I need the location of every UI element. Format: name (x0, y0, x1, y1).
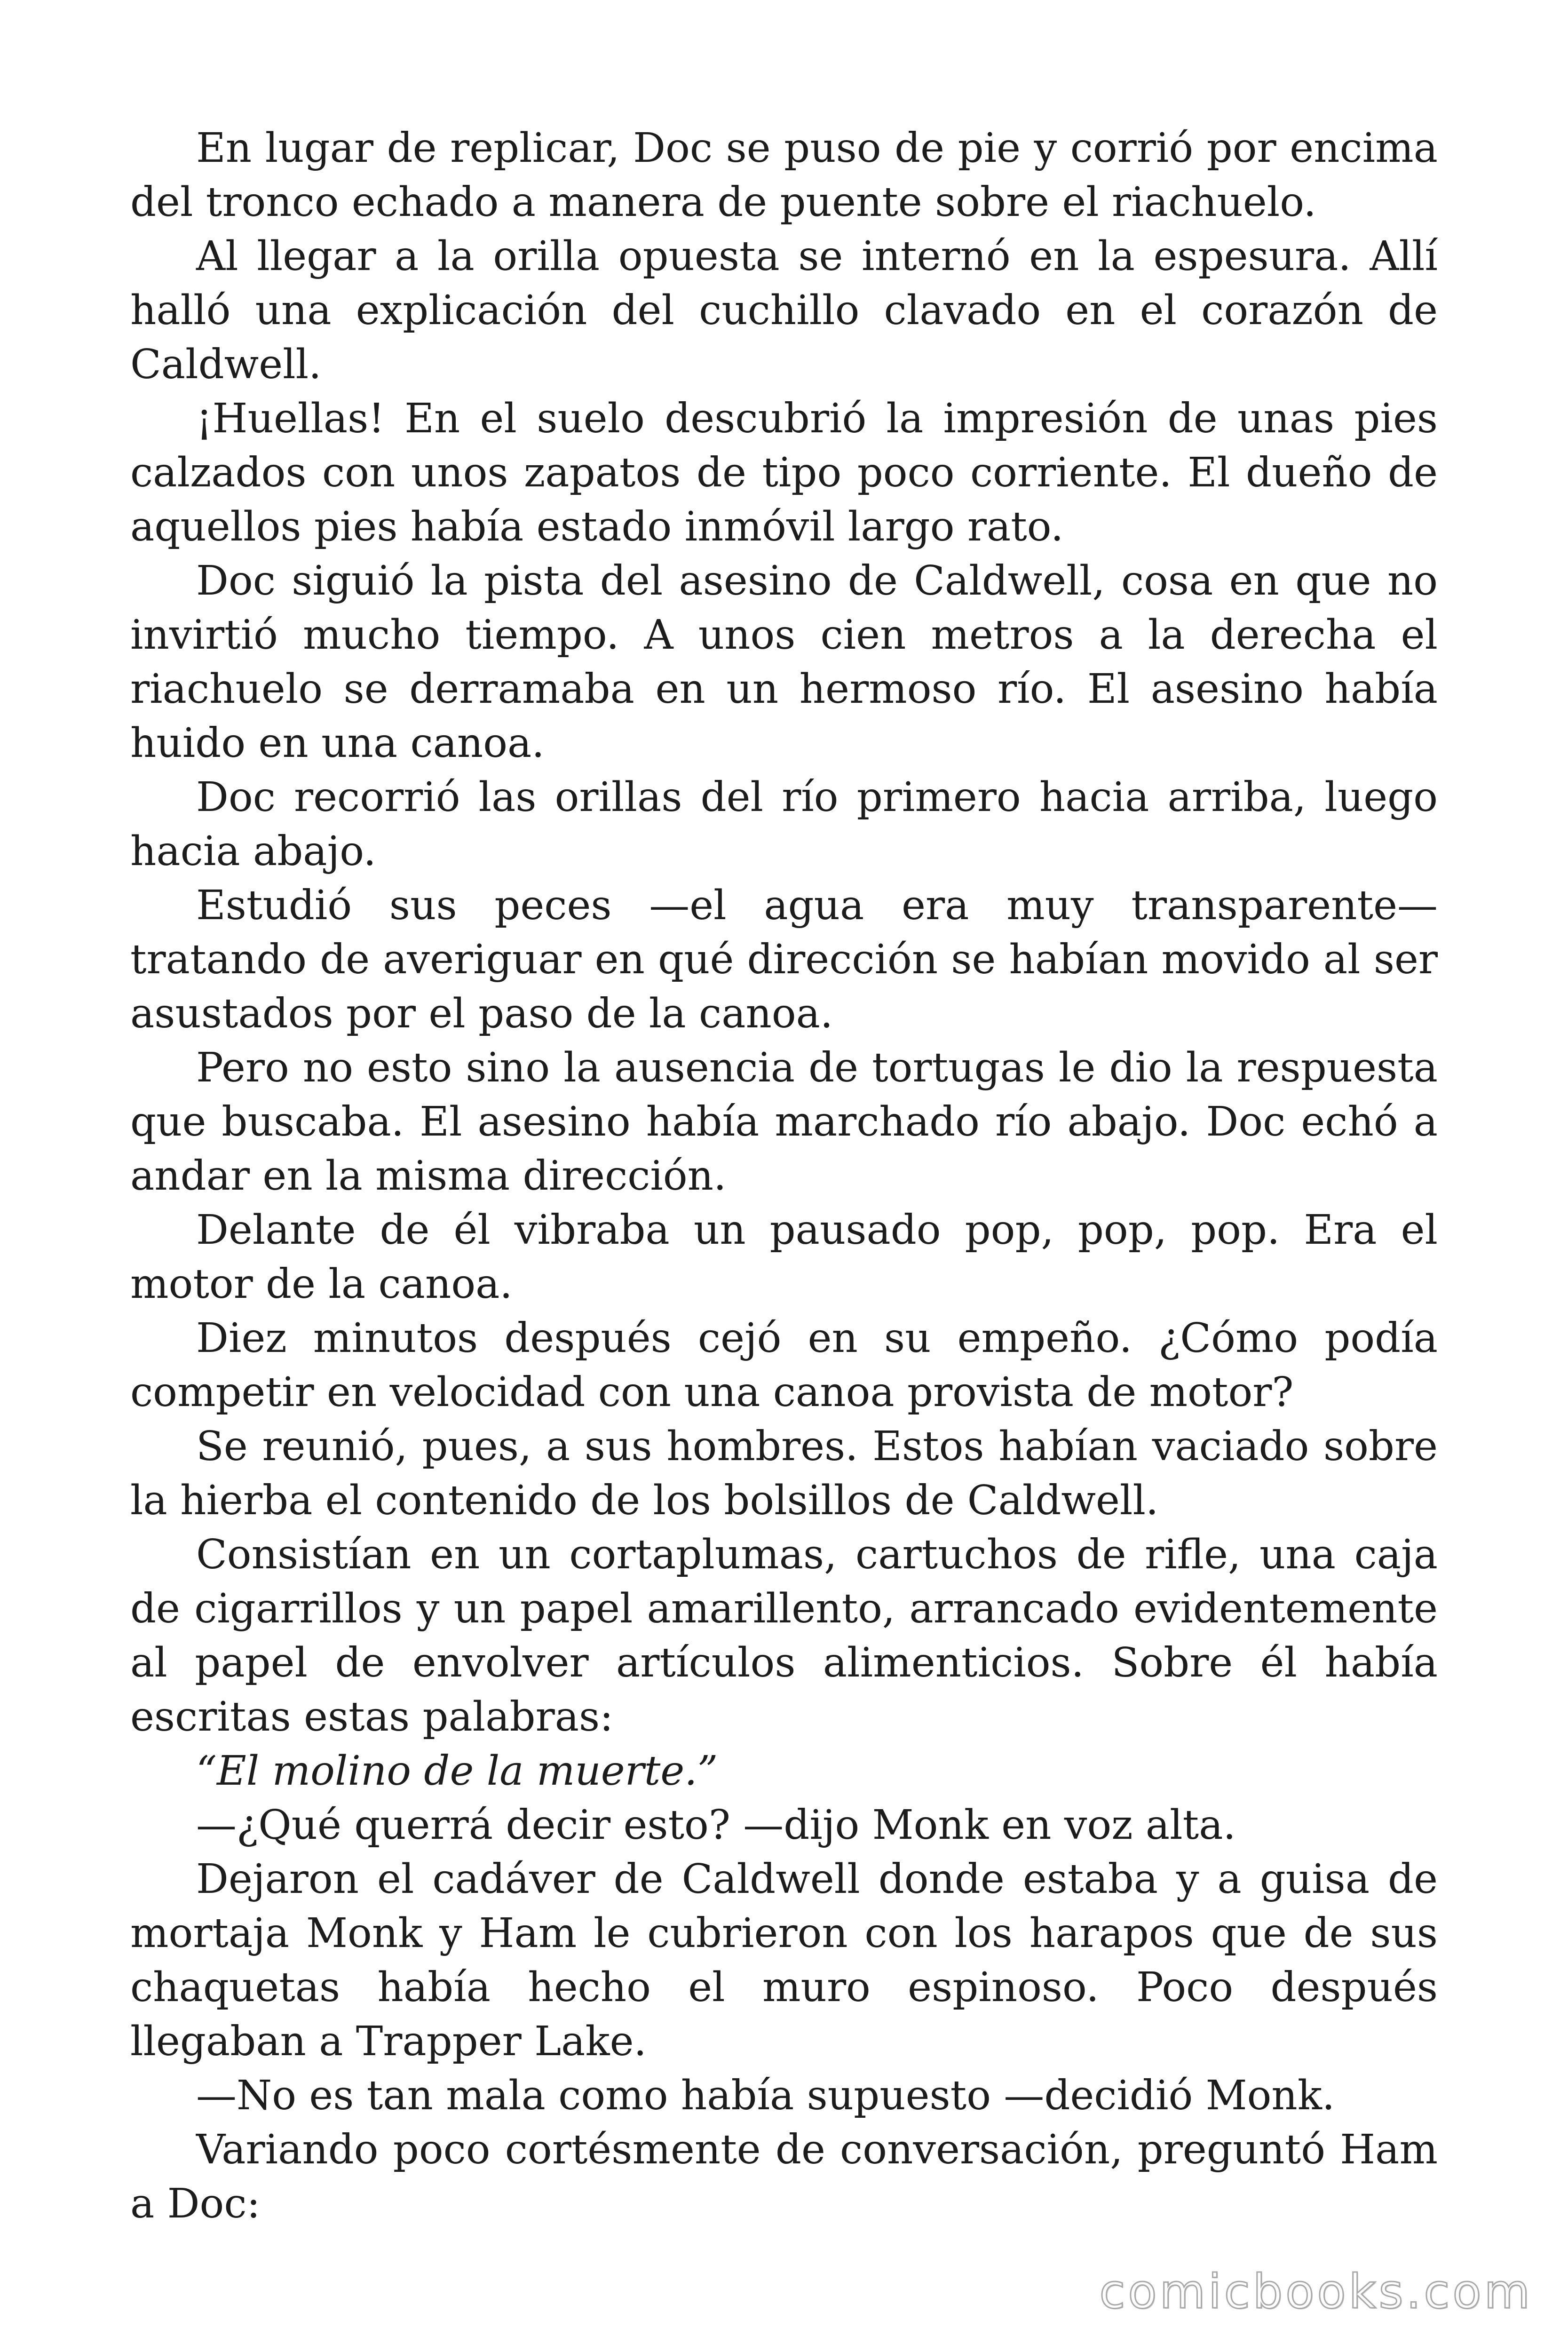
paragraph: Variando poco cortésmente de conversación, preguntó Ham a Doc: (130, 2126, 1438, 2227)
page-body (130, 121, 1438, 2231)
paragraph: En lugar de replicar, Doc se puso de pie y corrió por encima del tronco echado a manera de puente sobre el riachuelo. (130, 125, 1438, 226)
paragraph: —¿Qué querrá decir esto? —dijo Monk en voz alta. (196, 1802, 1236, 1849)
paragraph: Pero no esto sino la ausencia de tortugas le dio la respuesta que buscaba. El asesino había marchado río abajo. Doc echó a andar en la misma dirección. (130, 1044, 1438, 1200)
paragraph: Diez minutos después cejó en su empeño. ¿Cómo podía competir en velocidad con una canoa provista de motor? (130, 1315, 1438, 1416)
paragraph: Al llegar a la orilla opuesta se internó en la espesura. Allí halló una explicación del cuchillo clavado en el corazón de Caldwell. (130, 233, 1438, 388)
paragraph: Doc siguió la pista del asesino de Caldwell, cosa en que no invirtió mucho tiempo. A unos cien metros a la derecha el riachuelo se derramaba en un hermoso río. El asesino había huido en una canoa. (130, 557, 1438, 767)
paragraph: Estudió sus peces —el agua era muy transparente— tratando de averiguar en qué dirección se habían movido al ser asustados por el paso de la canoa. (130, 882, 1438, 1037)
paragraph: ¡Huellas! En el suelo descubrió la impresión de unas pies calzados con unos zapatos de tipo poco corriente. El dueño de aquellos pies había estado inmóvil largo rato. (130, 395, 1438, 550)
paragraph: Consistían en un cortaplumas, cartuchos de rifle, una caja de cigarrillos y un papel amarillento, arrancado evidentemente al papel de envolver artículos alimenticios. Sobre él había escritas estas palabras: (130, 1531, 1438, 1740)
paragraph: Doc recorrió las orillas del río primero hacia arriba, luego hacia abajo. (130, 774, 1438, 875)
paragraph: Se reunió, pues, a sus hombres. Estos habían vaciado sobre la hierba el contenido de los bolsillos de Caldwell. (130, 1423, 1438, 1524)
paragraph: Dejaron el cadáver de Caldwell donde estaba y a guisa de mortaja Monk y Ham le cubrieron con los harapos que de sus chaquetas había hecho el muro espinoso. Poco después llegaban a Trapper Lake. (130, 1856, 1438, 2065)
quoted-note: “El molino de la muerte.” (196, 1748, 718, 1795)
paragraph: Delante de él vibraba un pausado pop, pop, pop. Era el motor de la canoa. (130, 1207, 1438, 1308)
watermark: comicbooks.com (1099, 2264, 1533, 2319)
paragraph: —No es tan mala como había supuesto —decidió Monk. (196, 2072, 1335, 2119)
